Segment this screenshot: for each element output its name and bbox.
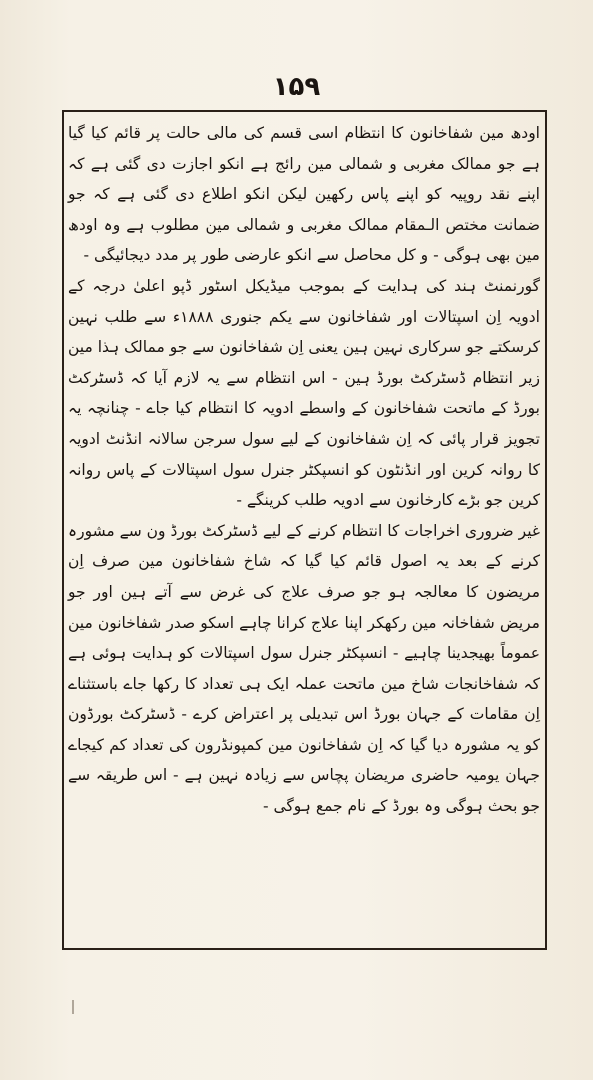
paragraph-awadh-dispensaries: اودھ مین شفاخانون کا انتظام اسی قسم کی مالی حالت پر قائم کیا گیا ہے جو ممالک مغربی و شمالی مین رائج ہے انکو اجازت دی گئی ہے کہ اپنے نقد روپیہ کو اپنے پاس رکھین لیکن انکو اطلاع دی گئی ہے کہ جو ضمانت مختص الـمقام ممالک مغربی و شمالی مین مطلوب ہے وہ اودھ مین بھی ہوگی - و کل محاصل سے انکو عارضی طور پر مدد دیجائیگی - bbox=[68, 124, 540, 265]
paragraph-unnecessary-expenses: غیر ضروری اخراجات کا انتظام کرنے کے لیے ڈسٹرکٹ بورڈ ون سے مشورہ کرنے کے بعد یہ اصول قائم کیا گیا کہ شاخ شفاخانون مین صرف اِن مریضون کا معالجہ ہو جو صرف علاج کی غرض سے آتے ہین اور جو مریض شفاخانہ مین رکھکر اپنا علاج کرانا چاہے اسکو صدر شفاخانون مین عموماً بھیجدینا چاہیے - انسپکٹر جنرل سول اسپتالات کو ہدایت ہوئی ہے کہ شفاخانجات شاخ مین ماتحت عملہ ایک ہی تعداد کا رکھا جاے باستثناے اِن مقامات کے جہان بورڈ اس تبدیلی پر اعتراض کرے - ڈسٹرکٹ بورڈون کو یہ مشورہ دیا گیا کہ اِن شفاخانون مین کمپونڈرون کی تعداد کم کیجاے جہان یومیہ حاضری مریضان پچاس سے زیادہ نہین ہے - اس طریقہ سے جو بحث ہوگی وہ بورڈ کے نام جمع ہوگی - bbox=[68, 521, 540, 816]
page-number: ۱۵۹ bbox=[272, 72, 321, 102]
body-text bbox=[68, 118, 540, 822]
paragraph-medical-store-depot: گورنمنٹ ہند کی ہدایت کے بموجب میڈیکل اسٹور ڈپو اعلیٰ درجہ کے ادویہ اِن اسپتالات اور شفاخانون سے یکم جنوری ۱۸۸۸ء سے طلب نہین کرسکتے جو سرکاری نہین ہین یعنی اِن شفاخانون سے جو ممالک ہذا مین زیر انتظام ڈسٹرکٹ بورڈ ہین - اس انتظام سے یہ لازم آیا کہ ڈسٹرکٹ بورڈ کے ماتحت شفاخانون کے واسطے ادویہ کا انتظام کیا جاے - چنانچہ یہ تجویز قرار پائی کہ اِن شفاخانون کے لیے سول سرجن سالانہ انڈنٹ ادویہ کا روانہ کرین اور انڈنٹون کو انسپکٹر جنرل سول اسپتالات کے پاس روانہ کرین جو بڑے کارخانون سے ادویہ طلب کرینگے - bbox=[68, 276, 540, 510]
page-edge-mark bbox=[72, 1000, 74, 1014]
